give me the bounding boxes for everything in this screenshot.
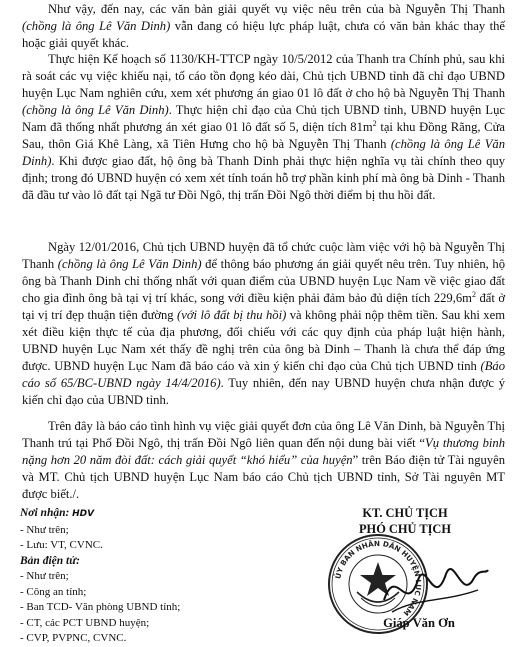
paragraph-1: Như vậy, đến nay, các văn bản giải quyết vụ việc nêu trên của bà Nguyễn Thị Thanh (chồng là ông Lê Văn Dinh) vẫn đang có hiệu lực pháp luật, chưa có văn bản khác thay thế hoặc giải quyết khác. (22, 2, 505, 50)
recipient-item: - CVP, PVPNC, CVNC. (20, 632, 127, 644)
recipient-item: - Lưu: VT, CVNC. (20, 539, 103, 551)
paragraph-2: Thực hiện Kế hoạch số 1130/KH-TTCP ngày 10/5/2012 của Thanh tra Chính phủ, sau khi rà soát các vụ việc khiếu nại, tố cáo tồn đọng kéo dài, Chủ tịch UBND tỉnh đã chỉ đạo UBND huyện Lục Nam nghiên cứu, xem xét phương án giao 01 lô đất ở cho hộ bà Nguyễn Thị Thanh (chồng là ông Lê Văn Dinh). Thực hiện chỉ đạo của Chủ tịch UBND tỉnh, UBND huyện Lục Nam đã thống nhất phương án xét giao 01 lô đất số 5, diện tích $81m^2$ tại khu Đồng Rãng, Cửa Sau, thôn Giá Khê Làng, xã Tiên Hưng cho hộ bà Nguyễn Thị Thanh (chồng là ông Lê Văn Dinh). Khi được giao đất, hộ ông bà Thanh Dinh phải thực hiện nghĩa vụ tài chính theo quy định; trong đó UBND huyện có xem xét tính toán hỗ trợ phần kinh phí mà ông bà Dinh - Thanh đã đầu tư vào lô đất tại Ngã tư Đồi Ngô, thị trấn Đồi Ngô thời điểm bị thu hồi đất. (22, 52, 505, 202)
signer-name: Giáp Văn Ơn (383, 616, 455, 630)
paragraph-3: Ngày 12/01/2016, Chủ tịch UBND huyện đã tổ chức cuộc làm việc với hộ bà Nguyễn Thị Thanh (chồng là ông Lê Văn Dinh) để thông báo phương án giải quyết nêu trên. Tuy nhiên, hộ ông bà Thanh Dinh chỉ thống nhất với quan điểm của UBND huyện Lục Nam về việc giao đất cho gia đình ông bà tại vị trí khác, song với điều kiện phải đảm bảo đủ diện tích $229,6m^2$ đất ở tại vị trí đẹp thuận tiện đường (với lô đất bị thu hồi) và không phải nộp thêm tiền. Sau khi xem xét điều kiện thực tế của địa phương, đối chiếu với các quy định của pháp luật hiện hành, UBND huyện Lục Nam xét thấy đề nghị trên của ông bà Dinh – Thanh là chưa thể đáp ứng được. UBND huyện Lục Nam đã báo cáo và xin ý kiến chỉ đạo của Chủ tịch UBND tỉnh (Báo cáo số 65/BC-UBND ngày 14/4/2016). Tuy nhiên, đến nay UBND huyện chưa nhận được ý kiến chỉ đạo của UBND tỉnh. (22, 240, 506, 407)
recipient-item: - Như trên; (20, 570, 69, 582)
initials-mark: HDV (72, 509, 95, 519)
recipient-item: - Ban TCD- Văn phòng UBND tỉnh; (20, 601, 181, 613)
signature-block (300, 506, 510, 639)
seal-text: ỦY BAN NHÂN DÂN HUYỆN LỤC NAM (333, 538, 424, 618)
recipient-item: - CT, các PCT UBND huyện; (20, 616, 150, 629)
paragraph-4: Trên đây là báo cáo tình hình vụ việc giải quyết đơn của ông Lê Văn Dinh, bà Nguyễn Thị Thanh trú tại Phố Đồi Ngô, thị trấn Đồi Ngô liên quan đến nội dung bài viết “Vụ thương binh nặng hơn 20 năm đòi đất: cách giải quyết “khó hiểu” của huyện” trên Báo điện tử Tài nguyên và MT. Chủ tịch UBND huyện Lục Nam báo cáo Chủ tịch UBND tỉnh, Sở Tài nguyên MT được biết./. (22, 419, 505, 501)
recipient-item: - Như trên; (20, 523, 69, 536)
signature-title-2: PHÓ CHỦ TỊCH (358, 522, 452, 536)
electronic-copy-heading: Bản điện tử: (20, 554, 80, 567)
signature-title-1: KT. CHỦ TỊCH (362, 506, 448, 520)
recipient-item: - Công an tỉnh; (20, 585, 87, 598)
recipients-block (20, 506, 240, 647)
recipients-heading-line: Nơi nhận: HDV (20, 507, 95, 519)
